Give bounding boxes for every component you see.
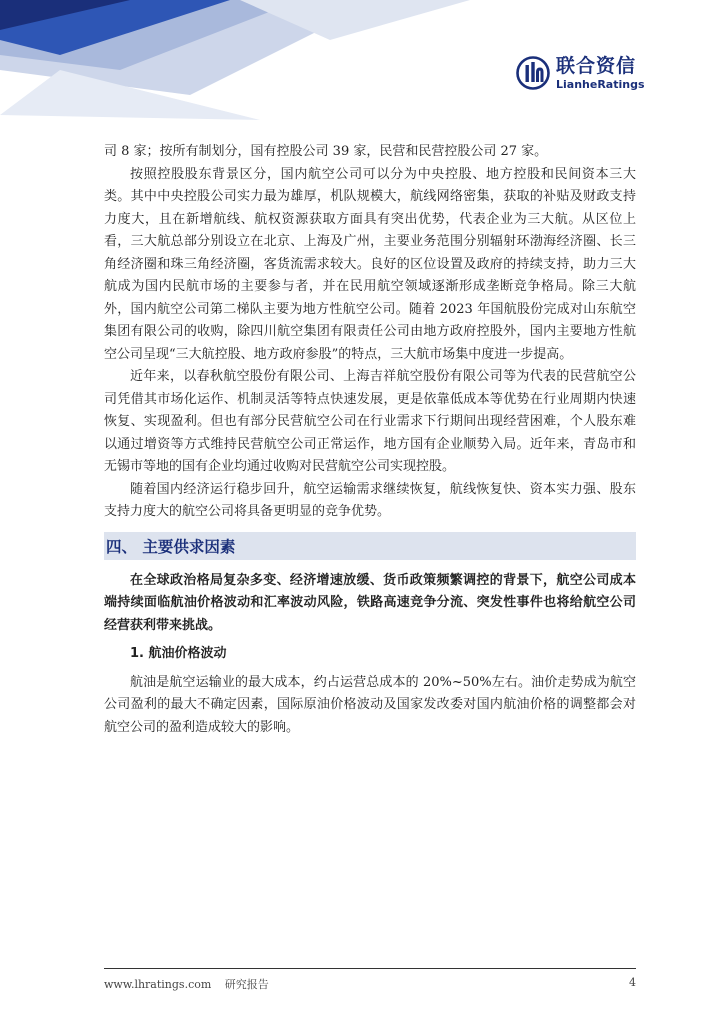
lianhe-logo-icon: [516, 56, 550, 90]
paragraph-ownership: 司 8 家；按所有制划分，国有控股公司 39 家，民营和民营控股公司 27 家。: [104, 144, 548, 159]
paragraph-competition-outlook: 随着国内经济运行稳步回升，航空运输需求继续恢复，航线恢复快、资本实力强、股东支持力度大的航空公司将具备更明显的竞争优势。: [104, 481, 636, 519]
section-header-bar: [104, 532, 636, 560]
logo-english-name: LianheRatings: [556, 77, 645, 91]
page-footer: [104, 976, 636, 992]
paragraph-shareholder-background: 按照控股股东背景区分，国内航空公司可以分为中央控股、地方控股和民间资本三大类。其中中央控股公司实力最为雄厚，机队规模大，航线网络密集，获取的补贴及财政支持力度大，且在新增航线、航权资源获取方面具有突出优势，代表企业为三大航。从区位上看，三大航总部分别设立在北京、上海及广州，主要业务范围分别辐射环渤海经济圈、长三角经济圈和珠三角经济圈，客货流需求较大。良好的区位设置及政府的持续支持，助力三大航成为国内民航市场的主要参与者，并在民用航空领域逐渐形成垄断竞争格局。除三大航外，国内航空公司第二梯队主要为地方性航空公司。随着 2023 年国航股份完成对山东航空集团有限公司的收购，除四川航空集团有限责任公司由地方政府控股外，国内主要地方性航空公司呈现“三大航控股、地方政府参股”的特点，三大航市场集中度进一步提高。: [104, 166, 636, 362]
footer-label: 研究报告: [224, 978, 269, 991]
section-title: 四、 主要供求因素: [106, 537, 236, 556]
footer-divider: [104, 968, 636, 969]
page-number: 4: [629, 976, 636, 989]
company-logo: [516, 56, 645, 90]
subsection-title: 1. 航油价格波动: [130, 646, 227, 661]
report-body: [104, 141, 636, 739]
footer-url: www.lhratings.com: [104, 978, 212, 991]
paragraph-private-airlines: 近年来，以春秋航空股份有限公司、上海吉祥航空股份有限公司等为代表的民营航空公司凭借其市场化运作、机制灵活等特点快速发展，更是依靠低成本等优势在行业周期内快速恢复、实现盈利。但也有部分民营航空公司在行业需求下行期间出现经营困难，个人股东难以通过增资等方式维持民营航空公司正常运作，地方国有企业顺势入局。近年来，青岛市和无锡市等地的国有企业均通过收购对民营航空公司实现控股。: [104, 369, 636, 474]
logo-chinese-name: 联合资信: [556, 54, 637, 77]
section-lead-summary: 在全球政治格局复杂多变、经济增速放缓、货币政策频繁调控的背景下，航空公司成本端持续面临航油价格波动和汇率波动风险，铁路高速竞争分流、突发性事件也将给航空公司经营获利带来挑战。: [104, 572, 636, 633]
paragraph-fuel-cost: 航油是航空运输业的最大成本，约占运营总成本的 20%~50%左右。油价走势成为航空公司盈利的最大不确定因素，国际原油价格波动及国家发改委对国内航油价格的调整都会对航空公司的盈利造成较大的影响。: [104, 674, 636, 735]
